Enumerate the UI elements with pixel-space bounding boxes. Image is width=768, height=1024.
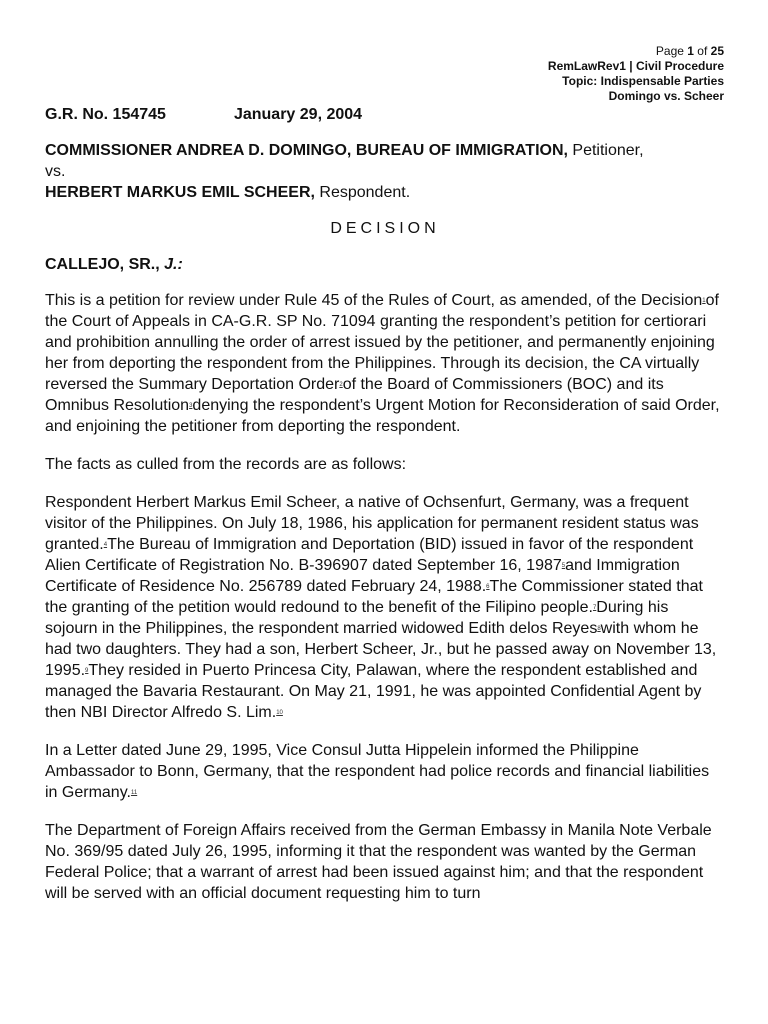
p3-text-e: During his sojourn in the Philippines, the respondent married widowed Edith delos Reyes xyxy=(45,599,669,637)
paragraph-4 xyxy=(45,740,725,803)
running-header xyxy=(548,44,724,104)
footnote-ref-5[interactable]: 5 xyxy=(561,563,566,569)
petitioner-line xyxy=(45,140,725,161)
footnote-ref-4[interactable]: 4 xyxy=(103,542,108,548)
petitioner-name: COMMISSIONER ANDREA D. DOMINGO, BUREAU OF IMMIGRATION, xyxy=(45,142,568,159)
page-total: 25 xyxy=(710,44,724,58)
case-number-line xyxy=(45,104,725,125)
p3-text-g: They resided in Puerto Princesa City, Palawan, where the respondent established and managed the Bavaria Restaurant. On May 21, 1991, he was appointed Confidential Agent by then NBI Director Alfredo S. Lim. xyxy=(45,662,702,721)
footnote-ref-7[interactable]: 7 xyxy=(592,605,597,611)
footnote-ref-9[interactable]: 9 xyxy=(85,668,89,674)
case-parties xyxy=(45,140,725,203)
footnote-ref-11[interactable]: 11 xyxy=(130,790,138,796)
footnote-ref-2[interactable]: 2 xyxy=(339,382,343,388)
course-label: RemLawRev1 | Civil Procedure xyxy=(547,59,724,73)
page-prefix: Page xyxy=(655,44,688,58)
p3-text-f: with whom he had two daughters. They had a son, Herbert Scheer, Jr., but he passed away on November 13, 1995. xyxy=(45,620,717,679)
respondent-role: Respondent. xyxy=(314,184,411,201)
respondent-name: HERBERT MARKUS EMIL SCHEER, xyxy=(45,184,315,201)
p1-text-d: denying the respondent’s Urgent Motion for Reconsideration of said Order, and enjoining the petitioner from deporting the respondent. xyxy=(45,397,720,435)
ponente-name: CALLEJO, SR., xyxy=(45,256,160,273)
footnote-ref-3[interactable]: 3 xyxy=(189,403,193,409)
paragraph-3 xyxy=(45,492,725,723)
footnote-ref-1[interactable]: 1 xyxy=(702,298,706,304)
case-short-title: Domingo vs. Scheer xyxy=(608,89,724,103)
footnote-ref-6[interactable]: 6 xyxy=(486,584,490,590)
page-of: of xyxy=(693,44,711,58)
paragraph-1 xyxy=(45,290,725,437)
p1-text-a: This is a petition for review under Rule 45 of the Rules of Court, as amended, of the Decision xyxy=(45,292,703,309)
page-number xyxy=(548,44,724,59)
respondent-line xyxy=(45,182,725,203)
topic-label: Topic: Indispensable Parties xyxy=(562,74,724,88)
p1-text-c: of the Board of Commissioners (BOC) and its Omnibus Resolution xyxy=(45,376,664,414)
petitioner-role: Petitioner, xyxy=(567,142,644,159)
p3-text-b: The Bureau of Immigration and Deportation (BID) issued in favor of the respondent Alien Certificate of Registration No. B-396907 dated September 16, 1987 xyxy=(45,536,694,574)
ponente-title: J.: xyxy=(159,256,183,273)
ponente-line xyxy=(45,254,725,275)
gr-number: G.R. No. 154745 xyxy=(45,106,166,123)
page-current: 1 xyxy=(687,44,694,58)
document-body xyxy=(45,104,725,921)
footnote-ref-8[interactable]: 8 xyxy=(597,626,601,632)
p3-text-c: and Immigration Certificate of Residence No. 256789 dated February 24, 1988. xyxy=(45,557,680,595)
footnote-ref-10[interactable]: 10 xyxy=(276,710,283,716)
paragraph-2: The facts as culled from the records are as follows: xyxy=(45,456,407,473)
p3-text-a: Respondent Herbert Markus Emil Scheer, a native of Ochsenfurt, Germany, was a frequent visitor of the Philippines. On July 18, 1986, his application for permanent resident status was granted. xyxy=(45,494,699,553)
decision-date: January 29, 2004 xyxy=(233,106,363,123)
p3-text-d: The Commissioner stated that the granting of the petition would redound to the benefit of the Filipino people. xyxy=(45,578,703,616)
decision-heading: DECISION xyxy=(330,220,440,237)
versus-label: vs. xyxy=(45,163,66,180)
paragraph-5: The Department of Foreign Affairs received from the German Embassy in Manila Note Verbale No. 369/95 dated July 26, 1995, informing it that the respondent was wanted by the German Federal Police; that a warrant of arrest had been issued against him; and that the respondent will be served with an official document requesting him to turn xyxy=(45,822,712,902)
p4-text-a: In a Letter dated June 29, 1995, Vice Consul Jutta Hippelein informed the Philippine Ambassador to Bonn, Germany, that the respondent had police records and financial liabilities in Germany. xyxy=(45,742,710,801)
p1-text-b: of the Court of Appeals in CA-G.R. SP No. 71094 granting the respondent’s petition for certiorari and prohibition annulling the order of arrest issued by the petitioner, and permanently enjoining her from deporting the respondent from the Philippines. Through its decision, the CA virtually reversed the Summary Deportation Order xyxy=(45,292,719,393)
